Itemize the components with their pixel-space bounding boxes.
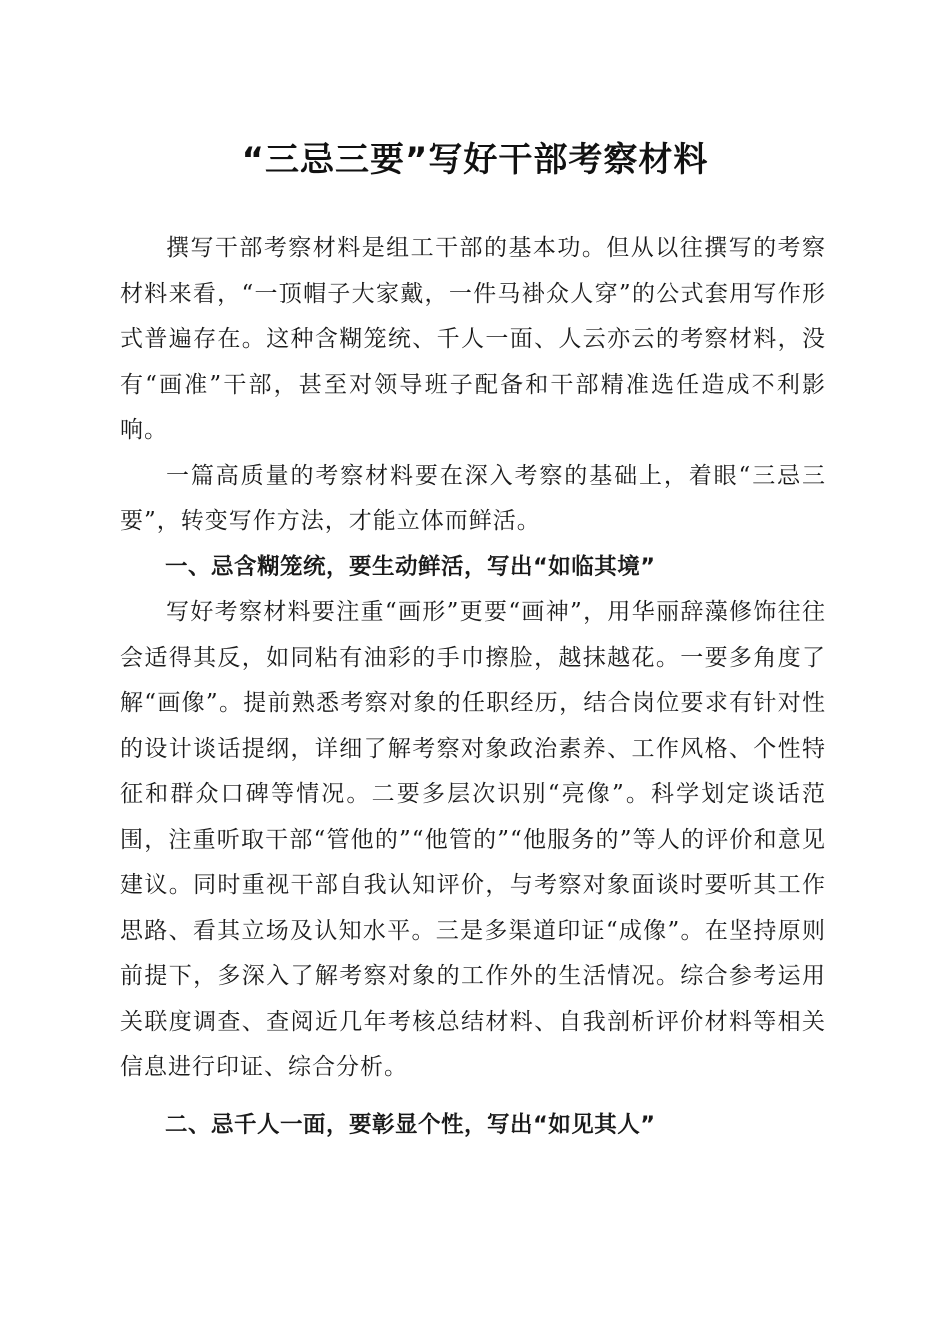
section-2-heading: 二、忌千人一面，要彰显个性，写出“如见其人” (165, 1111, 656, 1138)
section-1-heading: 一、忌含糊笼统，要生动鲜活，写出“如临其境” (165, 553, 656, 580)
intro-paragraph-2: 一篇高质量的考察材料要在深入考察的基础上，着眼“三忌三要”，转变写作方法，才能立体而鲜活。 (120, 462, 826, 534)
section-1-paragraph: 写好考察材料要注重“画形”更要“画神”，用华丽辞藻修饰往往会适得其反，如同粘有油彩的手巾擦脸，越抹越花。一要多角度了解“画像”。提前熟悉考察对象的任职经历，结合岗位要求有针对性的设计谈话提纲，详细了解考察对象政治素养、工作风格、个性特征和群众口碑等情况。二要多层次识别“亮像”。科学划定谈话范围，注重听取干部“管他的”“他管的”“他服务的”等人的评价和意见建议。同时重视干部自我认知评价，与考察对象面谈时要听其工作思路、看其立场及认知水平。三是多渠道印证“成像”。在坚持原则前提下，多深入了解考察对象的工作外的生活情况。综合参考运用关联度调查、查阅近几年考核总结材料、自我剖析评价材料等相关信息进行印证、综合分析。 (120, 599, 826, 1080)
document-title: “三忌三要”写好干部考察材料 (241, 140, 709, 180)
intro-paragraph-1: 撰写干部考察材料是组工干部的基本功。但从以往撰写的考察材料来看，“一顶帽子大家戴，一件马褂众人穿”的公式套用写作形式普遍存在。这种含糊笼统、千人一面、人云亦云的考察材料，没有“画准”干部，甚至对领导班子配备和干部精准选任造成不利影响。 (120, 235, 826, 443)
document-body (120, 226, 826, 1148)
